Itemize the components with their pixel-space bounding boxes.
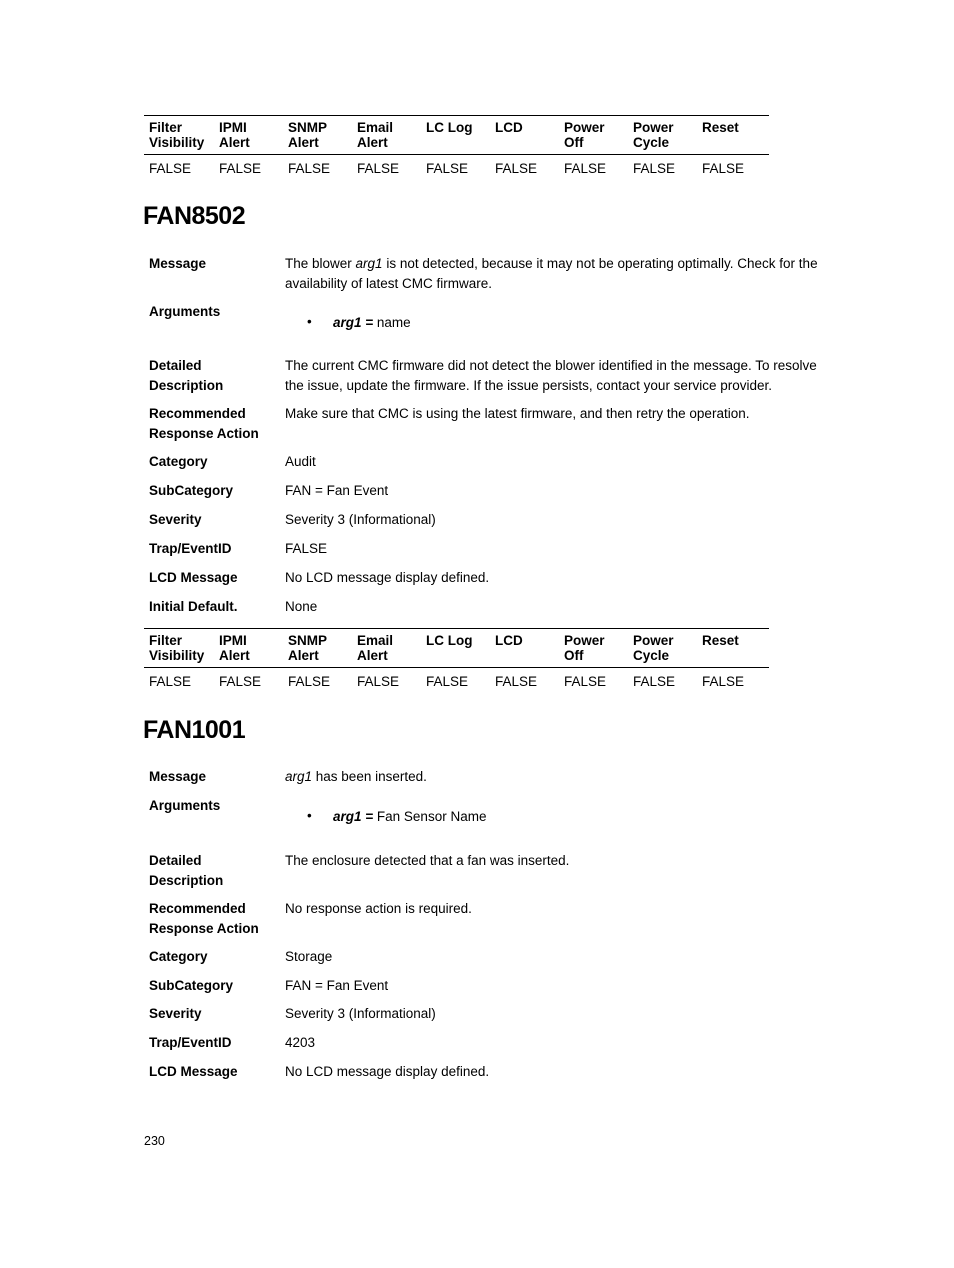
fan1001-recommended: No response action is required. — [285, 901, 472, 916]
fan1001-trap-label: Trap/EventID — [149, 1035, 232, 1050]
fan1001-detailed-label: Detailed Description — [149, 853, 224, 888]
table-cell: FALSE — [149, 161, 192, 176]
col-lcd: LCD — [490, 629, 559, 668]
table-cell: FALSE — [633, 161, 676, 176]
table-cell: FALSE — [564, 161, 607, 176]
col-ipmi-alert: IPMI Alert — [214, 629, 283, 668]
arg-value: name — [373, 315, 411, 330]
page-number: 230 — [144, 1134, 165, 1148]
table-cell: FALSE — [564, 674, 607, 689]
fan8502-message-label: Message — [149, 256, 207, 271]
fan1001-severity-label: Severity — [149, 1006, 202, 1021]
message-arg: arg1 — [355, 256, 383, 271]
message-text: is not detected, because it may not be operating optimally. Check for the availability of latest CMC firmware. — [285, 256, 818, 291]
arg-value: Fan Sensor Name — [373, 809, 487, 824]
fan1001-lcd: No LCD message display defined. — [285, 1064, 490, 1079]
bullet-icon: • — [307, 314, 312, 329]
fan8502-severity-label: Severity — [149, 512, 202, 527]
arg-name: arg1 = — [333, 809, 374, 824]
col-power-cycle: Power Cycle — [628, 629, 697, 668]
col-reset: Reset — [697, 116, 769, 155]
col-filter-visibility: Filter Visibility — [144, 629, 214, 668]
fan8502-recommended: Make sure that CMC is using the latest firmware, and then retry the operation. — [285, 406, 750, 421]
col-lc-log: LC Log — [421, 629, 490, 668]
fan1001-message — [285, 767, 825, 787]
col-power-off: Power Off — [559, 629, 628, 668]
alert-flags-header-row — [144, 629, 769, 668]
table-cell: FALSE — [288, 161, 331, 176]
message-text: has been inserted. — [312, 769, 427, 784]
fan1001-detailed: The enclosure detected that a fan was inserted. — [285, 853, 570, 868]
fan8502-detailed: The current CMC firmware did not detect the blower identified in the message. To resolve the issue, update the firmware. If the issue persists, contact your service provider. — [285, 358, 817, 393]
fan1001-severity: Severity 3 (Informational) — [285, 1006, 436, 1021]
fan8502-lcd-label: LCD Message — [149, 570, 238, 585]
col-snmp-alert: SNMP Alert — [283, 629, 352, 668]
table-cell: FALSE — [219, 161, 262, 176]
col-reset: Reset — [697, 629, 769, 668]
table-cell: FALSE — [357, 674, 400, 689]
table-cell: FALSE — [495, 674, 538, 689]
fan1001-argument — [333, 809, 486, 824]
fan8502-arguments-label: Arguments — [149, 304, 221, 319]
bullet-icon: • — [307, 808, 312, 823]
table-cell: FALSE — [702, 674, 745, 689]
fan8502-recommended-label: Recommended Response Action — [149, 406, 259, 441]
fan1001-heading: FAN1001 — [143, 716, 246, 744]
fan1001-message-label: Message — [149, 769, 207, 784]
fan1001-subcategory-label: SubCategory — [149, 978, 234, 993]
fan8502-detailed-label: Detailed Description — [149, 358, 224, 393]
fan1001-recommended-label: Recommended Response Action — [149, 901, 259, 936]
fan1001-trap: 4203 — [285, 1035, 316, 1050]
fan1001-subcategory: FAN = Fan Event — [285, 978, 389, 993]
fan8502-category: Audit — [285, 454, 316, 469]
message-text: The blower — [285, 256, 356, 271]
table-cell: FALSE — [702, 161, 745, 176]
fan8502-message — [285, 254, 825, 293]
fan8502-subcategory-label: SubCategory — [149, 483, 234, 498]
message-arg: arg1 — [285, 769, 313, 784]
table-cell: FALSE — [357, 161, 400, 176]
fan1001-lcd-label: LCD Message — [149, 1064, 238, 1079]
fan8502-severity: Severity 3 (Informational) — [285, 512, 436, 527]
col-ipmi-alert: IPMI Alert — [214, 116, 283, 155]
fan1001-arguments-label: Arguments — [149, 798, 221, 813]
col-filter-visibility: Filter Visibility — [144, 116, 214, 155]
fan8502-trap: FALSE — [285, 541, 328, 556]
arg-name: arg1 = — [333, 315, 374, 330]
table-cell: FALSE — [288, 674, 331, 689]
alert-flags-table-2 — [144, 628, 769, 693]
alert-flags-header-row — [144, 116, 769, 155]
fan8502-initial: None — [285, 599, 318, 614]
fan8502-heading: FAN8502 — [143, 202, 246, 230]
col-lc-log: LC Log — [421, 116, 490, 155]
table-cell: FALSE — [219, 674, 262, 689]
col-power-cycle: Power Cycle — [628, 116, 697, 155]
fan1001-category: Storage — [285, 949, 333, 964]
alert-flags-table-1 — [144, 115, 769, 180]
table-cell: FALSE — [426, 161, 469, 176]
col-email-alert: Email Alert — [352, 629, 421, 668]
fan1001-category-label: Category — [149, 949, 208, 964]
alert-flags-value-row — [144, 155, 769, 181]
table-cell: FALSE — [426, 674, 469, 689]
col-email-alert: Email Alert — [352, 116, 421, 155]
fan8502-trap-label: Trap/EventID — [149, 541, 232, 556]
fan8502-lcd: No LCD message display defined. — [285, 570, 490, 585]
col-lcd: LCD — [490, 116, 559, 155]
col-power-off: Power Off — [559, 116, 628, 155]
fan8502-initial-label: Initial Default. — [149, 599, 238, 614]
table-cell: FALSE — [633, 674, 676, 689]
alert-flags-value-row — [144, 668, 769, 694]
fan8502-subcategory: FAN = Fan Event — [285, 483, 389, 498]
table-cell: FALSE — [495, 161, 538, 176]
col-snmp-alert: SNMP Alert — [283, 116, 352, 155]
fan8502-argument — [333, 315, 411, 330]
fan8502-category-label: Category — [149, 454, 208, 469]
table-cell: FALSE — [149, 674, 192, 689]
